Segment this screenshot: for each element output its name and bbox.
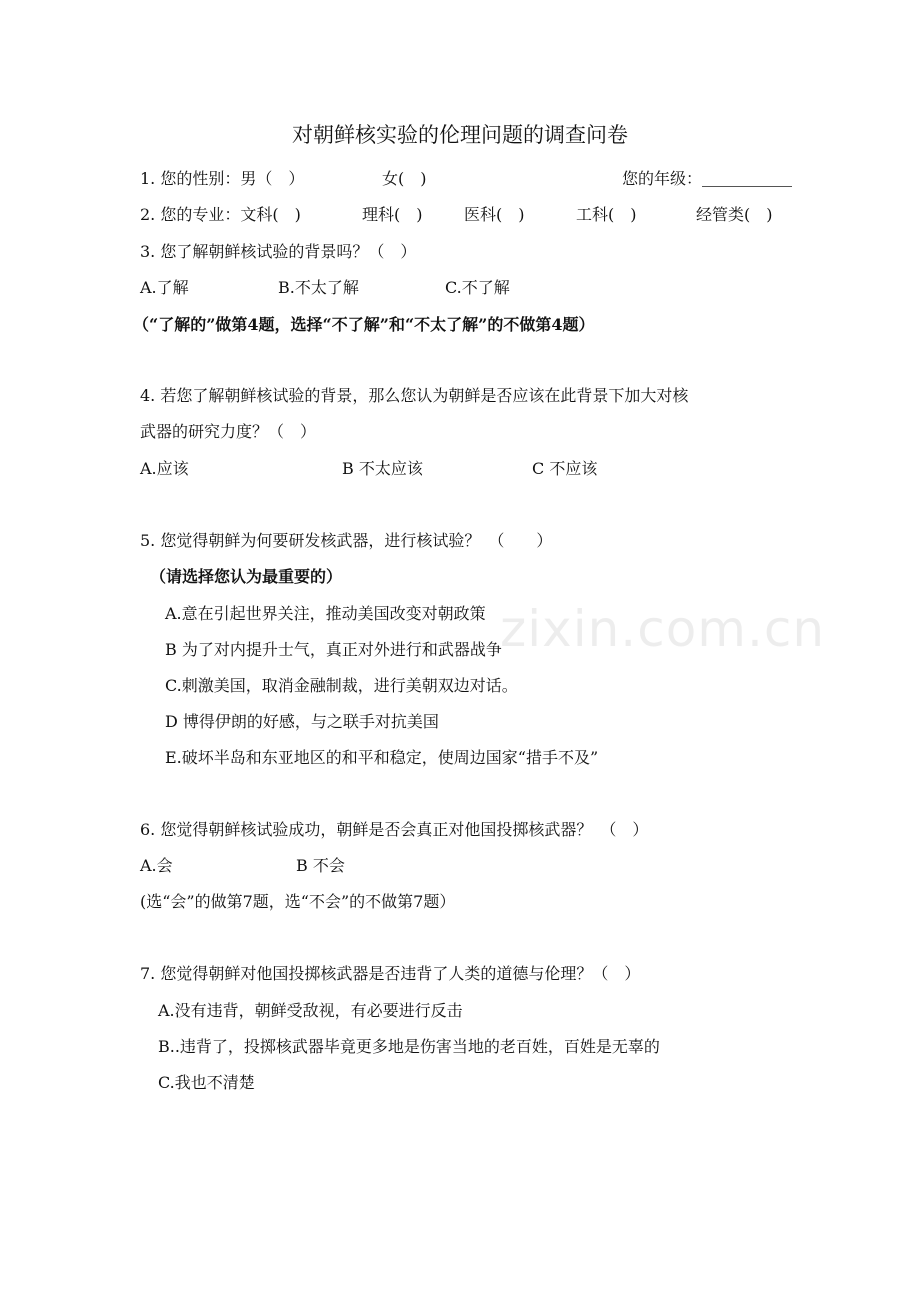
q6-note: (选“会”的做第7题，选“不会”的不做第7题） [140, 892, 456, 911]
q2-option: 理科( ) [362, 205, 423, 224]
q2-option: 经管类( ) [696, 205, 773, 224]
watermark: zixin.com.cn [500, 600, 826, 658]
q5-option: D 博得伊朗的好感，与之联手对抗美国 [165, 712, 439, 731]
q3-note: （“了解的”做第4题，选择“不了解”和“不太了解”的不做第4题） [133, 315, 595, 334]
q1-grade-label: 您的年级： [622, 169, 703, 188]
q3-option: C.不了解 [445, 278, 510, 297]
q5-question: 5. 您觉得朝鲜为何要研发核武器，进行核试验？ （ ） [140, 531, 553, 550]
q1-gender-male: 1. 您的性别：男（ ） [140, 169, 305, 188]
q3-option: A.了解 [140, 278, 189, 297]
q5-option: A.意在引起世界关注，推动美国改变对朝政策 [165, 604, 486, 623]
q7-option: B..违背了，投掷核武器毕竟更多地是伤害当地的老百姓，百姓是无辜的 [158, 1037, 660, 1056]
q6-question: 6. 您觉得朝鲜核试验成功，朝鲜是否会真正对他国投掷核武器？ （ ） [140, 820, 649, 839]
q2-major-label: 2. 您的专业：文科( ) [140, 205, 301, 224]
q4-option: A.应该 [140, 459, 189, 478]
q4-question-line1: 4. 若您了解朝鲜核试验的背景，那么您认为朝鲜是否应该在此背景下加大对核 [140, 386, 689, 405]
q5-option: C.刺激美国，取消金融制裁，进行美朝双边对话。 [165, 676, 518, 695]
q7-option: C.我也不清楚 [158, 1073, 255, 1092]
q7-question: 7. 您觉得朝鲜对他国投掷核武器是否违背了人类的道德与伦理？（ ） [140, 964, 641, 983]
q2-option: 医科( ) [464, 205, 525, 224]
q1-grade [622, 168, 792, 190]
q5-note: （请选择您认为最重要的） [150, 567, 343, 586]
q1-gender-female: 女( ) [382, 169, 427, 188]
q3-option: B.不太了解 [278, 278, 359, 297]
q2-option: 工科( ) [576, 205, 637, 224]
q4-question-line2: 武器的研究力度？（ ） [140, 422, 317, 441]
q6-option: B 不会 [296, 856, 345, 875]
q4-option: C 不应该 [532, 459, 598, 478]
q5-option: B 为了对内提升士气，真正对外进行和武器战争 [165, 640, 502, 659]
q3-question: 3. 您了解朝鲜核试验的背景吗？（ ） [140, 242, 417, 261]
q4-option: B 不太应该 [342, 459, 423, 478]
q6-option: A.会 [140, 856, 173, 875]
q7-option: A.没有违背，朝鲜受敌视，有必要进行反击 [158, 1001, 463, 1020]
grade-blank[interactable] [702, 170, 792, 187]
page-title: 对朝鲜核实验的伦理问题的调查问卷 [292, 123, 628, 147]
q5-option: E.破坏半岛和东亚地区的和平和稳定，使周边国家“措手不及” [165, 748, 599, 767]
